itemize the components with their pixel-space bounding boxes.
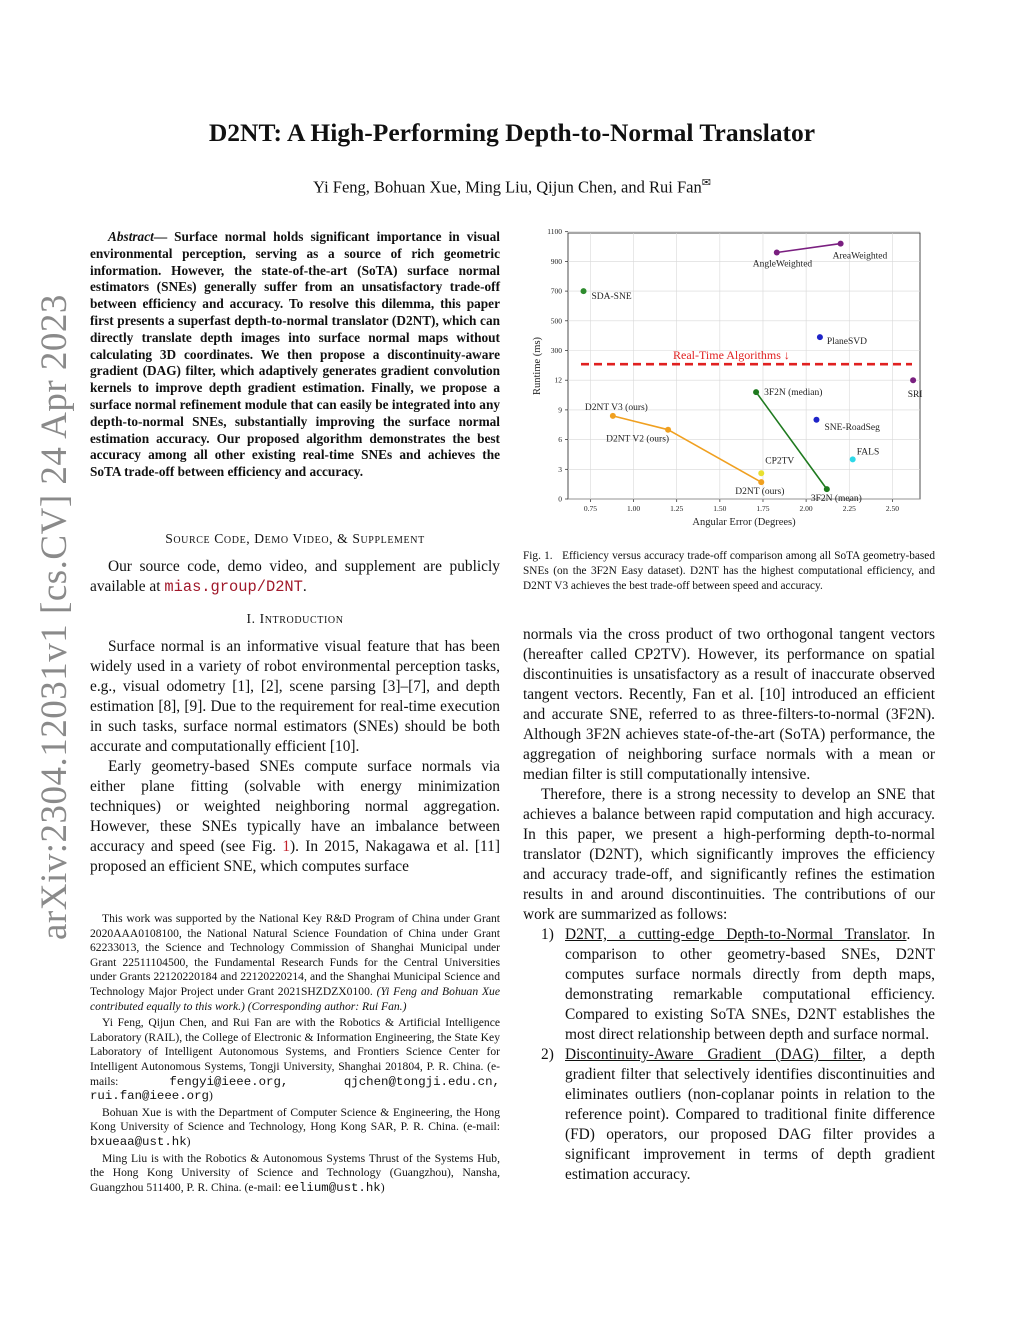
plot-frame bbox=[568, 233, 920, 499]
data-point bbox=[838, 241, 844, 247]
data-point bbox=[774, 249, 780, 255]
data-point-label: SDA-SNE bbox=[591, 292, 632, 303]
contribution-2-title: Discontinuity-Aware Gradient (DAG) filter bbox=[565, 1046, 863, 1063]
affiliation-2-end: ) bbox=[186, 1134, 191, 1148]
funding-note: (Yi Feng and Bohuan Xue contributed equally to this work.) (Corresponding author: Rui Fan.) bbox=[90, 984, 501, 1013]
figure-caption bbox=[523, 549, 935, 594]
source-period: . bbox=[302, 578, 307, 595]
series-line bbox=[613, 416, 668, 430]
x-tick-label: 2.00 bbox=[799, 504, 813, 513]
footnote-affiliation-3 bbox=[90, 1152, 500, 1196]
fig-1-reference[interactable]: 1 bbox=[282, 838, 291, 855]
affiliation-1-emails: fengyi@ieee.org, qjchen@tongji.edu.cn, rui.fan@ieee.org bbox=[90, 1074, 500, 1104]
chart-marks bbox=[581, 241, 923, 505]
contribution-2-text: , a depth gradient filter that selectively identifies discontinuities and eliminates outliers (non-coplanar points in relation to the reference point). Compared to traditional finite difference (FD) operators, our proposed DAG filter provides a significant improvement in terms of depth gradient estimation accuracy. bbox=[565, 1046, 935, 1183]
paper-title: D2NT: A High-Performing Depth-to-Normal Translator bbox=[208, 118, 816, 147]
corresponding-mark: ✉ bbox=[701, 177, 711, 189]
data-point bbox=[817, 334, 823, 340]
data-point bbox=[665, 427, 671, 433]
intro-p2-start: Early geometry-based SNEs compute surface normals via either plane fitting (solvable with energy minimization techniques) or weighted neighboring normal aggregation. However, these SNEs typically have an imbalance between accuracy and speed (see Fig. bbox=[90, 758, 500, 855]
data-point bbox=[610, 413, 616, 419]
contribution-1-text: . In comparison to other geometry-based SNEs, D2NT computes surface normals directly from depth maps, demonstrating remarkable computational efficiency. Compared to existing SoTA SNEs, D2NT establishes the most direct relationship between depth and surface normal. bbox=[565, 926, 935, 1043]
abstract: Abstract— Surface normal holds significant importance in visual environmental perception, serving as a source of rich geometric information. However, the state-of-the-art (SoTA) surface normal estimators (SNEs) generally suffer from an unsatisfactory trade-off between efficiency and accuracy. To resolve this dilemma, this paper first presents a superfast depth-to-normal translator (D2NT), which can directly translate depth images into surface normal maps without calculating 3D coordinates. We then propose a discontinuity-aware gradient (DAG) filter, which adaptively generates gradient convolution kernels to improve depth gradient estimation. Finally, we propose a surface normal refinement module that can easily be integrated into any depth-to-normal SNEs, substantially improving the surface normal estimation accuracy. Our proposed algorithm demonstrates the best accuracy among all other existing real-time SNEs and achieves the SoTA trade-off between efficiency and accuracy. bbox=[90, 229, 500, 480]
series-line bbox=[668, 430, 761, 482]
footnote-affiliation-2 bbox=[90, 1106, 500, 1150]
intro-paragraph-2 bbox=[90, 757, 500, 877]
data-point bbox=[758, 479, 764, 485]
affiliation-3-end: ) bbox=[380, 1180, 385, 1194]
data-point bbox=[753, 389, 759, 395]
y-tick-label: 6 bbox=[558, 435, 562, 445]
series-line bbox=[777, 244, 841, 253]
y-tick-label: 3 bbox=[558, 464, 562, 474]
data-point-label: 3F2N (mean) bbox=[810, 494, 862, 505]
authors-text: Yi Feng, Bohuan Xue, Ming Liu, Qijun Chen, and Rui Fan bbox=[313, 177, 702, 197]
author-list bbox=[0, 176, 1024, 198]
right-column bbox=[523, 625, 935, 1185]
caption-label: Fig. 1. bbox=[523, 550, 553, 562]
data-point-label: SRI bbox=[907, 390, 923, 401]
source-heading: Source Code, Demo Video, & Supplement bbox=[165, 531, 425, 546]
y-tick-label: 900 bbox=[550, 256, 562, 266]
arxiv-sidebar bbox=[0, 0, 75, 940]
data-point-label: 3F2N (median) bbox=[764, 388, 823, 399]
contribution-1-number: 1) bbox=[541, 926, 554, 943]
chart-axes bbox=[532, 227, 920, 528]
data-point-label: FALS bbox=[856, 447, 880, 458]
funding-text: This work was supported by the National Key R&D Program of China under Grant 2020AAA0108100, the National Natural Science Foundation of China under Grant 62233013, the Science and Technology Commission of Shanghai Municipal under Grant 22511104500, the Fundamental Research Funds for the Central Universities under Grants 22120220184 and 22120220214, and the Shanghai Municipal Science and Technology Major Project under Grant 2021SHZDZX0100. bbox=[90, 912, 500, 998]
x-tick-label: 1.50 bbox=[713, 504, 727, 513]
abstract-label: Abstract bbox=[108, 229, 154, 244]
affiliation-2-text: Bohuan Xue is with the Department of Computer Science & Engineering, the Hong Kong University of Science and Technology, Hong Kong SAR, P. R. China. (e-mail: bbox=[90, 1105, 500, 1134]
data-point bbox=[758, 470, 764, 476]
tradeoff-chart bbox=[523, 225, 935, 530]
y-tick-label: 500 bbox=[550, 316, 562, 326]
caption-text: Efficiency versus accuracy trade-off comparison among all SoTA geometry-based SNEs (on the 3F2N Easy dataset). D2NT has the highest computational efficiency, and D2NT V3 achieves the best trade-off between speed and accuracy. bbox=[523, 550, 935, 592]
intro-heading: I. Introduction bbox=[246, 611, 344, 626]
data-point-label: SNE-RoadSeg bbox=[824, 422, 880, 433]
x-axis-label: Angular Error (Degrees) bbox=[692, 517, 796, 528]
x-tick-label: 1.25 bbox=[670, 504, 684, 513]
contribution-2 bbox=[523, 1045, 935, 1185]
x-tick-label: 2.50 bbox=[885, 504, 899, 513]
right-paragraph-2: Therefore, there is a strong necessity to develop an SNE that achieves a balance between rapid computation and high accuracy. In this paper, we present a high-performing depth-to-normal translator (D2NT), which significantly improves the efficiency and accuracy trade-off, and significantly refines the estimation results in and around discontinuities. The contributions of our work are summarized as follows: bbox=[523, 786, 935, 923]
y-axis-label: Runtime (ms) bbox=[532, 336, 543, 396]
y-tick-label: 1100 bbox=[547, 227, 562, 237]
data-point-label: PlaneSVD bbox=[826, 337, 868, 348]
data-point bbox=[813, 417, 819, 423]
data-point-label: AngleWeighted bbox=[752, 259, 813, 270]
contribution-1-title: D2NT, a cutting-edge Depth-to-Normal Translator bbox=[565, 926, 907, 943]
x-tick-label: 0.75 bbox=[583, 504, 597, 513]
intro-p2-end: ). In 2015, Nakagawa et al. [11] proposed an efficient SNE, which computes surface bbox=[90, 838, 500, 875]
realtime-threshold-label: Real-Time Algorithms ↓ bbox=[673, 348, 790, 363]
abstract-text: Surface normal holds significant importance in visual environmental perception, serving as a source of rich geometric information. However, the state-of-the-art (SoTA) surface normal estimators (SNEs) generally suffer from an unsatisfactory trade-off between efficiency and accuracy. To resolve this dilemma, this paper first presents a superfast depth-to-normal translator (D2NT), which can directly translate depth images into surface normal maps without calculating 3D coordinates. We then propose a discontinuity-aware gradient (DAG) filter, which adaptively generates gradient convolution kernels to improve depth gradient estimation. Finally, we propose a surface normal refinement module that can easily be integrated into any depth-to-normal SNEs, substantially improving the surface normal estimation accuracy. Our proposed algorithm demonstrates the best accuracy among all other existing real-time SNEs and achieves the SoTA trade-off between efficiency and accuracy. bbox=[90, 229, 500, 480]
data-point-label: AreaWeighted bbox=[832, 251, 888, 262]
data-point-label: D2NT (ours) bbox=[735, 487, 785, 498]
data-point bbox=[850, 456, 856, 462]
data-point-label: D2NT V2 (ours) bbox=[606, 434, 670, 445]
affiliation-3-email: eelium@ust.hk bbox=[284, 1180, 381, 1195]
intro-paragraph-1: Surface normal is an informative visual feature that has been widely used in a variety of robot environmental perception tasks, e.g., visual odometry [1], [2], scene parsing [3]–[7], and depth estimation [8], [9]. Due to the requirement for real-time execution in such tasks, surface normal estimators (SNEs) should be both accurate and computationally efficient [10]. bbox=[90, 638, 500, 755]
y-tick-label: 0 bbox=[558, 494, 562, 504]
y-tick-label: 300 bbox=[550, 346, 562, 355]
affiliation-3-text: Ming Liu is with the Robotics & Autonomous Systems Thrust of the Systems Hub, the Hong Kong University of Science and Technology (Guangzhou), Nansha, Guangzhou 511400, P. R. China. (e-mail: bbox=[90, 1151, 500, 1194]
data-point-label: CP2TV bbox=[765, 456, 795, 467]
source-link[interactable]: mias.group/D2NT bbox=[164, 578, 303, 596]
x-tick-label: 1.75 bbox=[756, 504, 770, 513]
affiliation-2-email: bxueaa@ust.hk bbox=[90, 1134, 187, 1149]
x-tick-label: 1.00 bbox=[627, 504, 641, 513]
right-paragraph-1: normals via the cross product of two orthogonal tangent vectors (hereafter called CP2TV). However, its performance on spatial discontinuities is unsatisfactory as a result of inaccurate observed tangent vectors. Recently, Fan et al. [10] introduced an efficient and accurate SNE, referred to as three-filters-to-normal (3F2N). Although 3F2N achieves state-of-the-art (SoTA) performance, the aggregation of neighboring surface normals with a mean or median filter is still computationally intensive. bbox=[523, 626, 935, 783]
contribution-1 bbox=[523, 925, 935, 1045]
affiliation-1-text: Yi Feng, Qijun Chen, and Rui Fan are with the Robotics & Artificial Intelligence Laboratory (RAIL), the College of Electronic & Information Engineering, the State Key Laboratory of Intelligent Autonomous Systems, and Frontiers Science Center for Intelligent Autonomous Systems, Tongji University, Shanghai 201804, P. R. China. (e-mails: bbox=[90, 1016, 500, 1088]
y-tick-label: 9 bbox=[558, 405, 562, 415]
data-point bbox=[910, 377, 916, 383]
footnotes bbox=[90, 912, 500, 1197]
arxiv-identifier: arXiv:2304.12031v1 [cs.CV] 24 Apr 2023 bbox=[34, 294, 75, 940]
introduction-section bbox=[90, 609, 500, 877]
series-line bbox=[756, 392, 827, 489]
contribution-2-number: 2) bbox=[541, 1046, 554, 1063]
footnote-funding bbox=[90, 912, 500, 1014]
source-code-section bbox=[90, 529, 500, 597]
affiliation-1-end: ) bbox=[208, 1089, 213, 1103]
data-point bbox=[824, 486, 830, 492]
y-tick-label: 12 bbox=[554, 375, 562, 385]
data-point bbox=[581, 288, 587, 294]
source-paragraph bbox=[90, 557, 500, 597]
y-tick-label: 700 bbox=[550, 286, 562, 296]
data-point-label: D2NT V3 (ours) bbox=[584, 402, 648, 413]
x-tick-label: 2.25 bbox=[842, 504, 856, 513]
source-text: Our source code, demo video, and supplement are publicly available at bbox=[90, 558, 500, 595]
footnote-affiliation-1 bbox=[90, 1016, 500, 1104]
